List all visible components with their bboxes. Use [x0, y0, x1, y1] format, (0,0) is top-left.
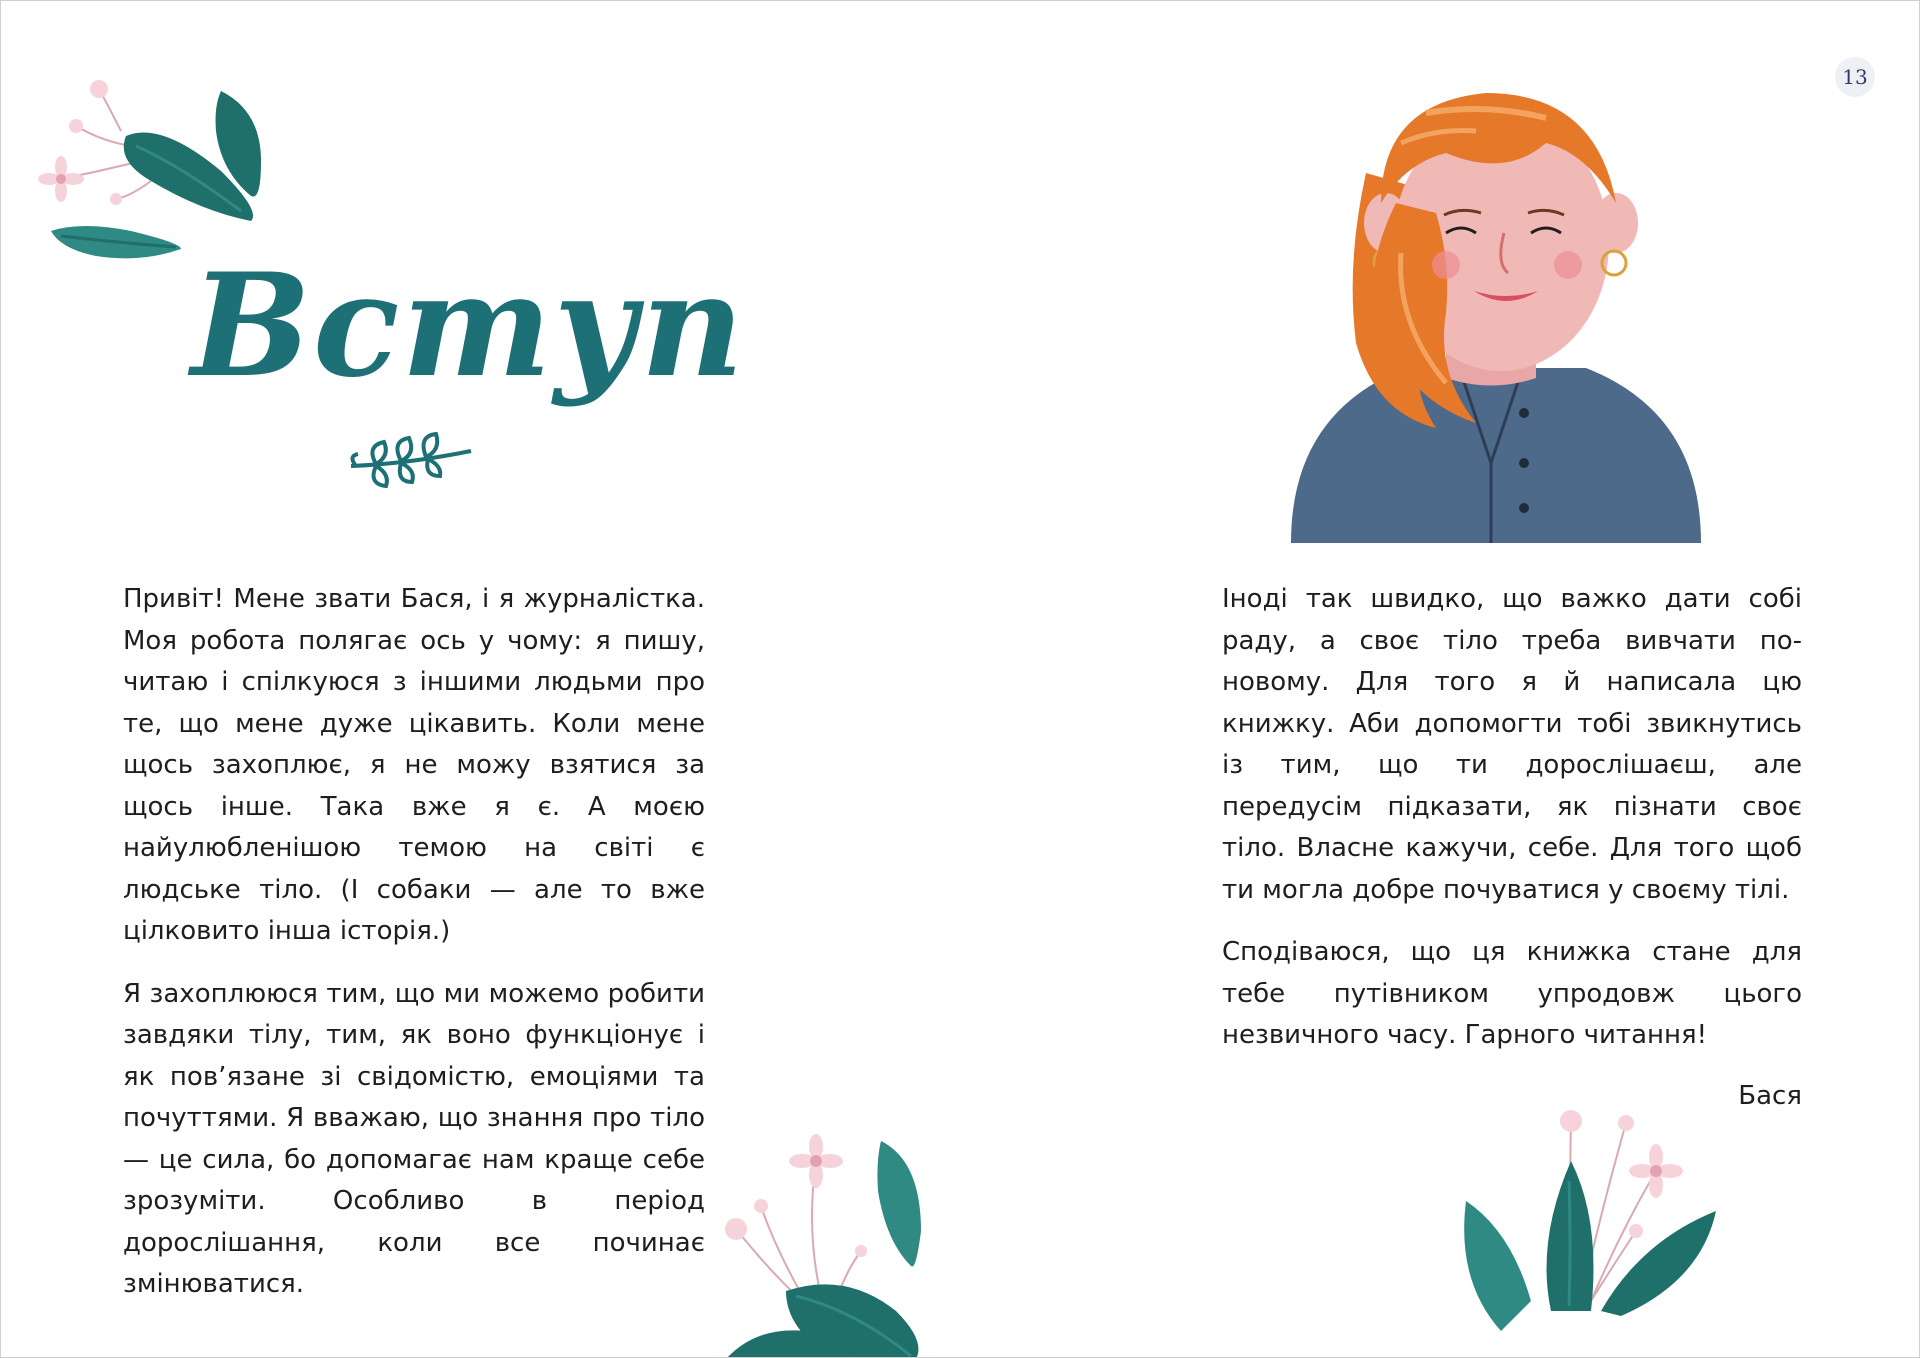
paragraph: Привіт! Мене звати Бася, і я журналістка. Моя робота полягає ось у чому: я пишу, читаю і спілкуюся з іншими людьми про те, що мене дуже цікавить. Коли мене щось захоплює, я не можу взятися за щось інше. Така вже я є. А моєю найулюбленішою темою на світі є людське тіло. (І собаки — але то вже цілковито інша історія.) — [123, 584, 705, 946]
paragraph: Сподіваюся, що ця книжка стане для тебе путівником упродовж цього незвичного часу. Гарного читання! — [1222, 937, 1802, 1050]
author-portrait-illustration — [1286, 83, 1706, 543]
paragraph: Іноді так швидко, що важко дати собі раду, а своє тіло треба вивчати по-новому. Для того я й написала цю книжку. Аби допомогти тобі звикнутись із тим, що ти дорослішаєш, але передусім підказати, як пізнати своє тіло. Власне кажучи, себе. Для того щоб ти могла добре почуватися у своєму тілі. — [1222, 584, 1802, 905]
author-signature: Бася — [1738, 1080, 1802, 1111]
page-title: Вступ — [191, 243, 746, 409]
sprig-decoration — [346, 426, 476, 496]
floral-decoration-bottom-center — [716, 1121, 941, 1358]
floral-decoration-bottom-right — [1451, 1101, 1721, 1331]
intro-text-right-column — [1222, 579, 1802, 1117]
intro-text-left-column — [123, 579, 705, 1327]
page-number: 13 — [1835, 57, 1875, 97]
paragraph: Я захоплююся тим, що ми можемо робити завдяки тілу, тим, як воно функціонує і як пов’язане зі свідомістю, емоціями та почуттями. Я вважаю, що знання про тіло — це сила, бо допомагає нам краще себе зрозуміти. Особливо в період дорослішання, коли все починає змінюватися. — [123, 978, 705, 1299]
